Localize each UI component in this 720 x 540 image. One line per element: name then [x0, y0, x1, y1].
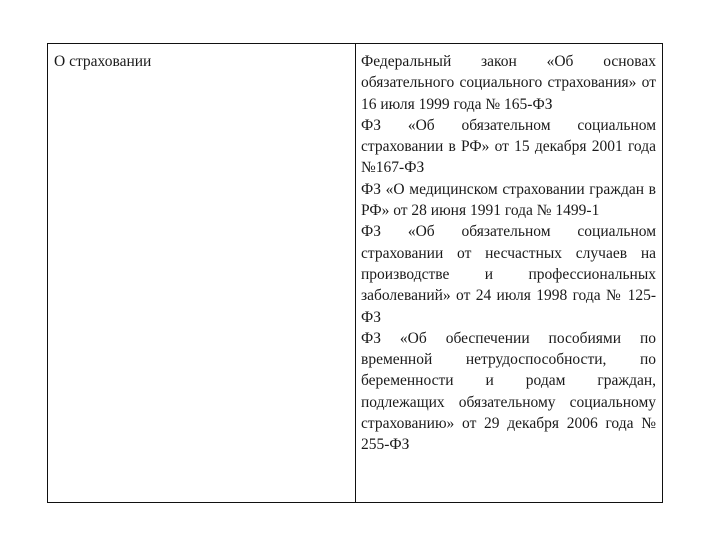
laws-cell — [356, 44, 662, 502]
law-entry: ФЗ «О медицинском страховании граждан в РФ» от 28 июня 1991 года № 1499-1 — [361, 180, 656, 220]
law-entry: Федеральный закон «Об основах обязательного социального страхования» от 16 июля 1999 года № 165-ФЗ — [361, 53, 656, 113]
law-entry: ФЗ «Об обязательном социальном страховании в РФ» от 15 декабря 2001 года №167-ФЗ — [361, 116, 656, 177]
law-entry: ФЗ «Об обязательном социальном страховании от несчастных случаев на производстве и профессиональных заболеваний» от 24 июля 1998 года № 125-ФЗ — [361, 223, 656, 326]
topic-cell — [48, 44, 356, 502]
law-entry: ФЗ «Об обеспечении пособиями по временной нетрудоспособности, по беременности и родам граждан, подлежащих обязательному социальному страхованию» от 29 декабря 2006 года № 255-ФЗ — [361, 329, 656, 454]
topic-label: О страховании — [54, 53, 152, 70]
law-table — [47, 43, 663, 503]
